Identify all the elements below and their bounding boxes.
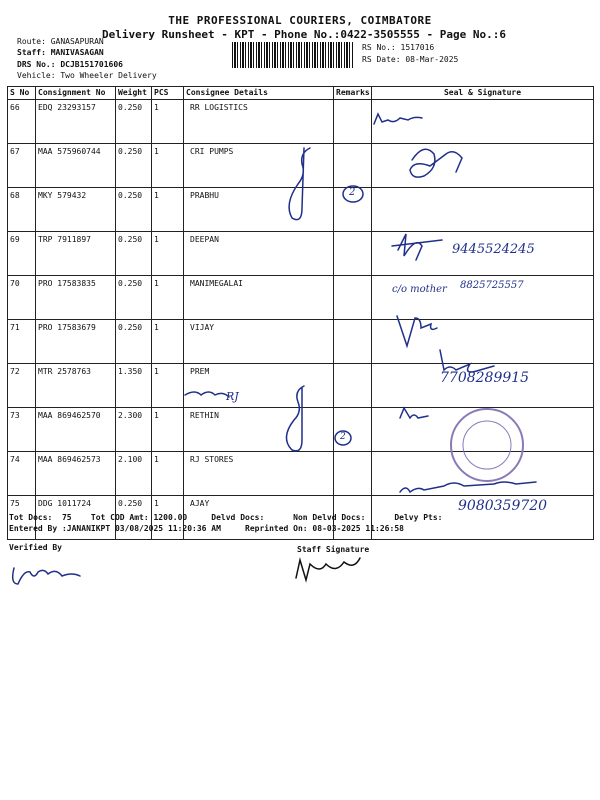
consignment-cell-text: EDQ 23293157: [38, 103, 96, 112]
signature-69: [392, 234, 442, 260]
consignee-cell-text: RETHIN: [190, 411, 219, 420]
weight-cell-text: 0.250: [118, 323, 143, 332]
handwritten-phone-70: 8825725557: [460, 280, 524, 291]
col-remarks: Remarks: [334, 87, 372, 100]
drs-value: DCJB151701606: [60, 60, 123, 69]
pcs-cell-text: 1: [154, 367, 159, 376]
handwritten-circle-74: 2: [340, 432, 346, 442]
vehicle-label: Vehicle: Two Wheeler Delivery: [17, 71, 157, 80]
weight-cell-text: 1.350: [118, 367, 143, 376]
sno-cell-text: 75: [10, 499, 20, 508]
col-weight: Weight: [116, 87, 152, 100]
sno-cell-text: 70: [10, 279, 20, 288]
weight-cell-text: 0.250: [118, 499, 143, 508]
handwritten-circle-68: 2: [349, 187, 356, 198]
consignment-cell-text: MKY 579432: [38, 191, 87, 200]
signature-67: [410, 149, 462, 177]
sno-cell-text: 68: [10, 191, 20, 200]
consignee-cell-text: MANIMEGALAI: [190, 279, 243, 288]
handwritten-name-70: c/o mother: [392, 284, 447, 295]
consignee-cell-text: AJAY: [190, 499, 210, 508]
handwritten-phone-75: 9080359720: [458, 498, 548, 514]
pcs-cell-text: 1: [154, 235, 159, 244]
staff-signature: [296, 558, 360, 580]
weight-cell-text: 2.300: [118, 411, 143, 420]
sno-cell-text: 72: [10, 367, 20, 376]
weight-cell-text: 0.250: [118, 279, 143, 288]
signature-72: [440, 350, 494, 372]
sno-cell-text: 69: [10, 235, 20, 244]
seal-stamp: [451, 409, 523, 481]
pcs-cell-text: 1: [154, 279, 159, 288]
col-consignment: Consignment No: [36, 87, 116, 100]
staff-label: Staff: MANIVASAGAN: [17, 48, 104, 57]
company-title: THE PROFESSIONAL COURIERS, COIMBATORE: [168, 14, 432, 27]
consignee-cell-text: PRABHU: [190, 191, 219, 200]
sno-cell-text: 71: [10, 323, 20, 332]
weight-cell-text: 0.250: [118, 235, 143, 244]
rs-number: RS No.: 1517016: [362, 43, 435, 52]
pcs-cell-text: 1: [154, 147, 159, 156]
consignment-cell-text: PRO 17583835: [38, 279, 96, 288]
pcs-cell-text: 1: [154, 499, 159, 508]
weight-cell-text: 0.250: [118, 103, 143, 112]
verified-by-label: Verified By: [9, 543, 62, 552]
consignee-cell-text: PREM: [190, 367, 210, 376]
pcs-cell-text: 1: [154, 103, 159, 112]
staff-signature-label: Staff Signature: [297, 545, 370, 554]
weight-cell-text: 2.100: [118, 455, 143, 464]
sno-cell-text: 67: [10, 147, 20, 156]
seal-stamp-inner: [463, 421, 511, 469]
consignment-cell-text: MAA 575960744: [38, 147, 101, 156]
signature-loop-73: [286, 386, 304, 451]
runsheet-subtitle: Delivery Runsheet - KPT - Phone No.:0422-3505555 - Page No.:6: [102, 28, 506, 41]
consignment-cell-text: MAA 869462570: [38, 411, 101, 420]
drs-label: DRS No.:: [17, 60, 61, 69]
pcs-cell-text: 1: [154, 191, 159, 200]
sno-cell-text: 66: [10, 103, 20, 112]
consignee-cell-text: VIJAY: [190, 323, 215, 332]
col-consignee: Consignee Details: [184, 87, 334, 100]
rs-date: RS Date: 08-Mar-2025: [362, 55, 459, 64]
consignment-cell-text: PRO 17583679: [38, 323, 96, 332]
handwritten-rj-73: RJ: [226, 390, 239, 403]
consignee-cell-text: RJ STORES: [190, 455, 234, 464]
scribble-73: [185, 392, 229, 397]
consignment-cell-text: TRP 7911897: [38, 235, 91, 244]
signature-73: [400, 408, 428, 418]
weight-cell-text: 0.250: [118, 147, 143, 156]
weight-cell-text: 0.250: [118, 191, 143, 200]
pcs-cell-text: 1: [154, 455, 159, 464]
entered-by-line: Entered By :JANANIKPT 03/08/2025 11:20:36 AM Reprinted On: 08-03-2025 11:26:58: [9, 524, 404, 533]
pcs-cell-text: 1: [154, 323, 159, 332]
sno-cell-text: 74: [10, 455, 20, 464]
consignment-cell-text: MTR 2578763: [38, 367, 91, 376]
totals-line: Tot Docs: 75 Tot COD Amt: 1200.00 Delvd Docs: Non Delvd Docs: Delvy Pts:: [9, 513, 443, 522]
pcs-cell-text: 1: [154, 411, 159, 420]
consignment-cell-text: MAA 869462573: [38, 455, 101, 464]
signature-75: [400, 482, 536, 492]
col-seal-signature: Seal & Signature: [372, 87, 594, 100]
col-pcs: PCS: [152, 87, 184, 100]
sno-cell-text: 73: [10, 411, 20, 420]
handwritten-phone-72: 7708289915: [440, 370, 530, 386]
signature-loop-67: [289, 148, 310, 220]
consignee-cell-text: RR LOGISTICS: [190, 103, 248, 112]
signature-66: [374, 114, 422, 124]
verified-signature: [13, 568, 80, 584]
consignment-cell-text: DDG 1011724: [38, 499, 91, 508]
col-sno: S No: [8, 87, 36, 100]
consignee-cell-text: DEEPAN: [190, 235, 219, 244]
handwritten-phone-69: 9445524245: [452, 242, 535, 257]
signature-71: [397, 316, 437, 346]
route-label: Route: GANASAPURAN: [17, 37, 104, 46]
consignee-cell-text: CRI PUMPS: [190, 147, 234, 156]
